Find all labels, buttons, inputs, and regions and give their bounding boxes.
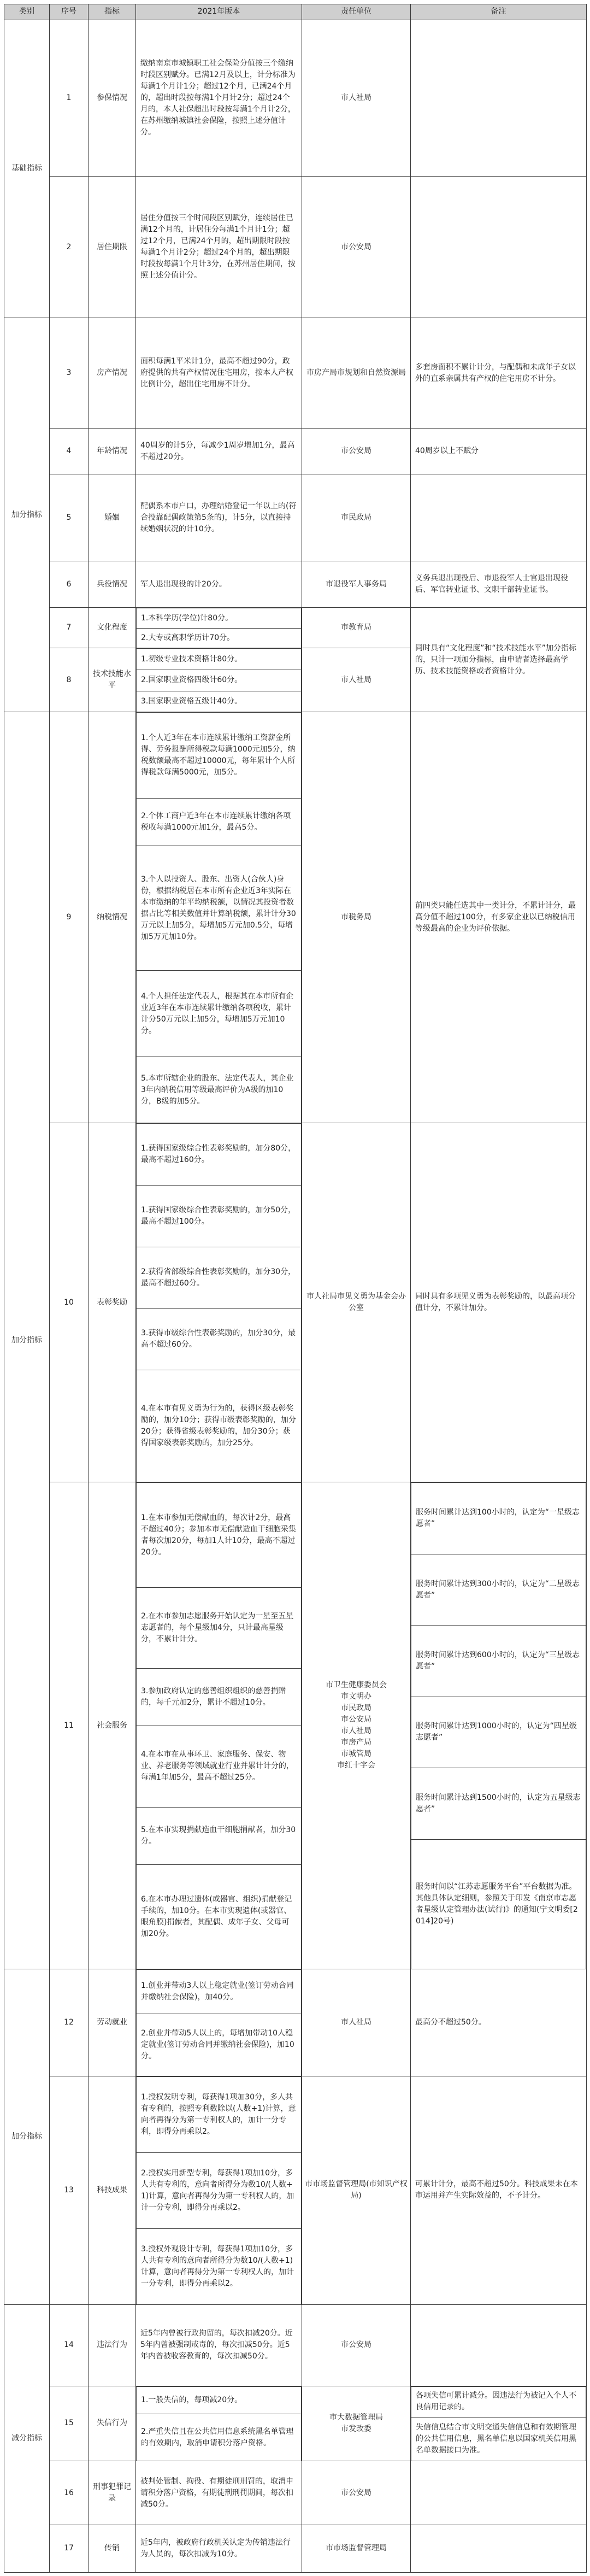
content-item: 2.国家职业资格四级计60分。 xyxy=(137,670,302,691)
responsible-unit: 市大数据管理局 市发改委 xyxy=(302,2386,411,2461)
indicator-content: 40周岁的计5分，每减少1周岁增加1分，最高不超过20分。 xyxy=(136,428,302,474)
indicator-name: 失信行为 xyxy=(88,2386,136,2461)
indicator-name: 参保情况 xyxy=(88,20,136,176)
indicator-name: 科技成果 xyxy=(88,2076,136,2305)
row-number: 9 xyxy=(50,712,88,1123)
responsible-unit: 市房产局市规划和自然资源局 xyxy=(302,318,411,428)
note-cell xyxy=(411,20,587,176)
responsible-unit: 市退役军人事务局 xyxy=(302,561,411,608)
table-row xyxy=(4,561,587,608)
note-cell xyxy=(411,1482,587,1969)
indicator-content: 近5年内，被政府行政机关认定为传销违法行为人员的，每次扣减为10分。 xyxy=(136,2525,302,2572)
indicator-name: 技术技能水平 xyxy=(88,648,136,712)
note-item: 服务时间累计达到1500小时的，认定为五星级志愿者” xyxy=(411,1768,586,1839)
responsible-unit: 市人社局 xyxy=(302,20,411,176)
indicator-content: 面积每满1平米计1分，最高不超过90分，政府提供的共有产权情况住宅用房，按本人产权比例计分，超出住宅用房不计分。 xyxy=(136,318,302,428)
note-item: 服务时间累计达到300小时的，认定为“二星级志愿者” xyxy=(411,1554,586,1625)
header-unit: 责任单位 xyxy=(302,4,411,20)
table-row xyxy=(4,1123,587,1482)
note-item: 服务时间累计达到600小时的，认定为“三星级志愿者” xyxy=(411,1626,586,1697)
row-number: 17 xyxy=(50,2525,88,2572)
content-item: 4.在本市有见义勇为行为的，获得区级表彰奖励的，加分10分；获得市级表彰奖励的，加分20分；获得省级表彰奖励的，加分30分；获得国家级表彰奖励的，加分25分。 xyxy=(137,1370,302,1482)
note-cell: 最高分不超过50分。 xyxy=(411,1969,587,2076)
content-item: 4.个人担任法定代表人，根据其在本市所有企业近3年在本市连续累计缴纳各项税收，累计计分50万元以上加5分，每增加5万元加10分。 xyxy=(137,971,302,1057)
content-item: 2.大专或高职学历计70分。 xyxy=(137,628,302,648)
content-item: 2.授权实用新型专利，每获得1项加10分，多人共有专利的，意向者所得分为数10/(人数+1)计算，意向者再得分为第一专利权人的，加计一分专利，即得分再乘以2。 xyxy=(137,2152,302,2228)
table-row xyxy=(4,608,587,648)
table-row xyxy=(4,2305,587,2386)
responsible-unit: 市公安局 xyxy=(302,176,411,318)
category-cell: 加分指标 xyxy=(4,318,50,712)
content-item: 2.获得省部级综合性表彰奖励的，加分30分，最高不超过60分。 xyxy=(137,1247,302,1308)
indicator-content xyxy=(136,608,302,648)
row-number: 4 xyxy=(50,428,88,474)
row-number: 5 xyxy=(50,474,88,561)
header-no: 序号 xyxy=(50,4,88,20)
responsible-unit: 市人社局 xyxy=(302,1969,411,2076)
row-number: 13 xyxy=(50,2076,88,2305)
note-cell: 可累计计分，最高不超过50分。科技成果未在本市运用并产生实际效益的，不予计分。 xyxy=(411,2076,587,2305)
content-item: 1.创业并带动3人以上稳定就业(签订劳动合同并缴纳社会保险)，加40分。 xyxy=(137,1969,302,2014)
row-number: 15 xyxy=(50,2386,88,2461)
table-row xyxy=(4,20,587,176)
note-cell: 前四类只能任选其中一类计分，不累计计分，最高分值不超过100分，有多家企业以已纳税信用等级最高的企业为评价依据。 xyxy=(411,712,587,1123)
indicator-content: 被判处管制、拘役、有期徒刑刑罚的，取消申请积分落户资格，有期徒刑刑罚期间，每次扣减50分。 xyxy=(136,2461,302,2525)
responsible-unit: 市公安局 xyxy=(302,428,411,474)
responsible-unit: 市民政局 xyxy=(302,474,411,561)
note-cell: 同时具有“文化程度”和“技术技能水平”加分指标的，只计一项加分指标，由申请者选择最高学历、技术技能资格或者资格计分。 xyxy=(411,608,587,712)
table-row xyxy=(4,318,587,428)
indicator-name: 社会服务 xyxy=(88,1482,136,1969)
row-number: 2 xyxy=(50,176,88,318)
table-row xyxy=(4,2525,587,2572)
content-item: 6.在本市办理过遗体(或器官、组织)捐献登记手续的，加10分。在本市实现遗体(或器官、眼角膜)捐献者，其配偶、成年子女、父母可加20分。 xyxy=(137,1864,302,1969)
category-cell: 减分指标 xyxy=(4,2305,50,2573)
indicator-name: 刑事犯罪记录 xyxy=(88,2461,136,2525)
indicator-name: 婚姻 xyxy=(88,474,136,561)
indicator-name: 居住期限 xyxy=(88,176,136,318)
content-item: 1.本科学历(学位)计80分。 xyxy=(137,608,302,629)
indicator-name: 年龄情况 xyxy=(88,428,136,474)
indicator-name: 兵役情况 xyxy=(88,561,136,608)
table-row xyxy=(4,474,587,561)
header-category: 类别 xyxy=(4,4,50,20)
table-row xyxy=(4,176,587,318)
content-item: 3.获得市级综合性表彰奖励的，加分30分，最高不超过60分。 xyxy=(137,1308,302,1370)
indicator-content: 居住分值按三个时间段区别赋分，连续居住已满12个月的，计居住分每满1个月计1分；超过12个月，已满24个月的，超出期限时段按每满1个月计2分；超过24个月的，超出期限时段按每满1个月计3分，在苏州居住期间，按照上述分值计分。 xyxy=(136,176,302,318)
note-item: 服务时间累计达到1000小时的，认定为“四星级志愿者” xyxy=(411,1697,586,1768)
header-version: 2021年版本 xyxy=(136,4,302,20)
row-number: 7 xyxy=(50,608,88,648)
indicator-name: 纳税情况 xyxy=(88,712,136,1123)
indicator-content xyxy=(136,712,302,1123)
indicator-content xyxy=(136,648,302,712)
indicator-name: 文化程度 xyxy=(88,608,136,648)
indicator-name: 表彰奖励 xyxy=(88,1123,136,1482)
indicator-content xyxy=(136,1969,302,2076)
content-item: 3.授权外观设计专利，每获得1项加10分，多人共有专利的意向者所得分为数10/(人数+1)计算，意向者再得分为第一专利权人的，加计一分专利，即得分再乘以2。 xyxy=(137,2229,302,2305)
content-item: 3.国家职业资格五级计40分。 xyxy=(137,691,302,712)
note-cell: 多套房面积不累计计分，与配偶和未成年子女以外的直系亲属共有产权的住宅用房不计分。 xyxy=(411,318,587,428)
responsible-unit: 市税务局 xyxy=(302,712,411,1123)
note-item: 服务时间累计达到100小时的，认定为“一星级志愿者” xyxy=(411,1483,586,1554)
note-item: 服务时间以“江苏志愿服务平台”平台数据为准。其他具体认定细则，参照关于印发《南京市志愿者星级认定管理办法(试行)》的通知(宁文明委[2014]20号) xyxy=(411,1839,586,1969)
points-table xyxy=(4,4,587,2573)
header-row xyxy=(4,4,587,20)
content-item: 1.授权发明专利，每获得1项加30分，多人共有专利的，按照专利数除以(人数+1)计算，意向者再得分为第一专利权人的，加计一分专利，即得分再乘以2。 xyxy=(137,2076,302,2152)
note-cell xyxy=(411,176,587,318)
content-item: 1.获得国家级综合性表彰奖励的，加分50分，最高不超过100分。 xyxy=(137,1186,302,1247)
responsible-unit: 市卫生健康委员会 市文明办 市民政局 市公安局 市人社局 市房产局 市城管局 市红十字会 xyxy=(302,1482,411,1969)
row-number: 11 xyxy=(50,1482,88,1969)
indicator-name: 劳动就业 xyxy=(88,1969,136,2076)
responsible-unit: 市市场监督管理局 xyxy=(302,2525,411,2572)
content-item: 1.一般失信的，每项减20分。 xyxy=(137,2386,302,2414)
table-row xyxy=(4,1482,587,1969)
content-item: 2.创业并带动5人以上的，每增加带动10人稳定就业(签订劳动合同并缴纳社会保险)，加10分。 xyxy=(137,2014,302,2076)
table-row xyxy=(4,1969,587,2076)
content-item: 5.在本市实现捐献造血干细胞捐献者，加分30分。 xyxy=(137,1807,302,1864)
content-item: 3.参加政府认定的慈善组织组织的慈善捐赠的，每千元加2分，累计不超过10分。 xyxy=(137,1669,302,1726)
note-cell: 同时具有多项见义勇为表彰奖励的，以最高项分值计分，不累计加分。 xyxy=(411,1123,587,1482)
header-note: 备注 xyxy=(411,4,587,20)
responsible-unit: 市公安局 xyxy=(302,2461,411,2525)
content-item: 1.个人近3年在本市连续累计缴纳工资薪金所得、劳务报酬所得税款每满1000元加5分，纳税数额最高不超过10000元，每年累计个人所得税款每满5000元，加5分。 xyxy=(137,712,302,798)
content-item: 4.在本市在从事环卫、家庭服务、保安、物业、养老服务等领域就业行业并累计计分的，每满1年加5分，最高不超过25分。 xyxy=(137,1726,302,1807)
indicator-name: 传销 xyxy=(88,2525,136,2572)
note-item: 失信信息结合市文明交通失信信息和有效期管理的公共信用信息，黑名单信息以国家机关信用黑名单数据接口为准。 xyxy=(411,2417,586,2461)
category-cell: 基础指标 xyxy=(4,20,50,318)
row-number: 12 xyxy=(50,1969,88,2076)
row-number: 3 xyxy=(50,318,88,428)
indicator-content: 配偶系本市户口，办理结婚登记一年以上的(符合投靠配偶政策第5条的)，计5分，以直接持续婚姻状况的计10分。 xyxy=(136,474,302,561)
note-item: 各项失信可累计减分。因违法行为被记入个人不良信用记录的。 xyxy=(411,2386,586,2417)
note-cell: 义务兵退出现役后、市退役军人士官退出现役后、军官转业证书、文职干部转业证书。 xyxy=(411,561,587,608)
indicator-content xyxy=(136,2386,302,2461)
note-cell xyxy=(411,474,587,561)
table-row xyxy=(4,2461,587,2525)
indicator-name: 房产情况 xyxy=(88,318,136,428)
content-item: 5.本市所辖企业的股东、法定代表人，其企业3年内纳税信用等级最高评价为A级的加10分，B级的加5分。 xyxy=(137,1057,302,1123)
content-item: 2.在本市参加志愿服务开始认定为一星至五星志愿者的，每个星级加4分，只计最高星级分，不累计计分。 xyxy=(137,1587,302,1668)
note-cell: 40周岁以上不赋分 xyxy=(411,428,587,474)
row-number: 10 xyxy=(50,1123,88,1482)
responsible-unit: 市人社局 xyxy=(302,648,411,712)
category-cell: 加分指标 xyxy=(4,1969,50,2305)
content-item: 1.在本市参加无偿献血的，每次计2分，最高不超过40分；参加本市无偿献造血干细胞采集者每次加20分，每加1人计10分，最高不超过20分。 xyxy=(137,1483,302,1588)
responsible-unit: 市人社局市见义勇为基金会办公室 xyxy=(302,1123,411,1482)
indicator-content: 缴纳南京市城镇职工社会保险分值按三个缴纳时段区别赋分。已满12月及以上，计分标准为每满1个月计1分；超过12个月，已满24个月的，超出时段按每满1个月计2分；超过24个月的，本人社保超出时段按每满1个月计2分，在苏州缴纳城镇社会保险，按照上述分值计分。 xyxy=(136,20,302,176)
indicator-name: 违法行为 xyxy=(88,2305,136,2386)
indicator-content xyxy=(136,1123,302,1482)
row-number: 14 xyxy=(50,2305,88,2386)
row-number: 8 xyxy=(50,648,88,712)
note-cell xyxy=(411,2386,587,2461)
indicator-content: 近5年内曾被行政拘留的，每次扣减20分。近5年内曾被强制戒毒的，每次扣减50分。近5年内曾被收容教育的，每次扣减50分。 xyxy=(136,2305,302,2386)
content-item: 2.个体工商户近3年在本市连续累计缴纳各项税收每满1000元加1分，最高5分。 xyxy=(137,799,302,846)
table-row xyxy=(4,2076,587,2305)
table-row xyxy=(4,2386,587,2461)
row-number: 16 xyxy=(50,2461,88,2525)
row-number: 6 xyxy=(50,561,88,608)
responsible-unit: 市教育局 xyxy=(302,608,411,648)
table-row xyxy=(4,712,587,1123)
indicator-content xyxy=(136,2076,302,2305)
row-number: 1 xyxy=(50,20,88,176)
responsible-unit: 市公安局 xyxy=(302,2305,411,2386)
content-item: 1.获得国家级综合性表彰奖励的，加分80分，最高不超过160分。 xyxy=(137,1124,302,1186)
note-cell xyxy=(411,2525,587,2572)
content-item: 2.严重失信且在公共信用信息系统黑名单管理的有效期内，取消申请积分落户资格。 xyxy=(137,2414,302,2461)
indicator-content: 军人退出现役的计20分。 xyxy=(136,561,302,608)
content-item: 1.初级专业技术资格计80分。 xyxy=(137,649,302,670)
note-cell xyxy=(411,2461,587,2525)
category-cell: 加分指标 xyxy=(4,712,50,1969)
indicator-content xyxy=(136,1482,302,1969)
content-item: 3.个人以投资人、股东、出资人(合伙人)身份，根据纳税居在本市所有企业近3年实际在本市缴纳的年平均纳税额，以情况其投资者数据占比等相关数值并计算纳税额，累计计分30万元以上加5分，每增加5万元加0.5分，每增加5万元加10分。 xyxy=(137,846,302,971)
table-row xyxy=(4,428,587,474)
note-cell xyxy=(411,2305,587,2386)
header-indicator: 指标 xyxy=(88,4,136,20)
responsible-unit: 市市场监督管理局(市知识产权局) xyxy=(302,2076,411,2305)
